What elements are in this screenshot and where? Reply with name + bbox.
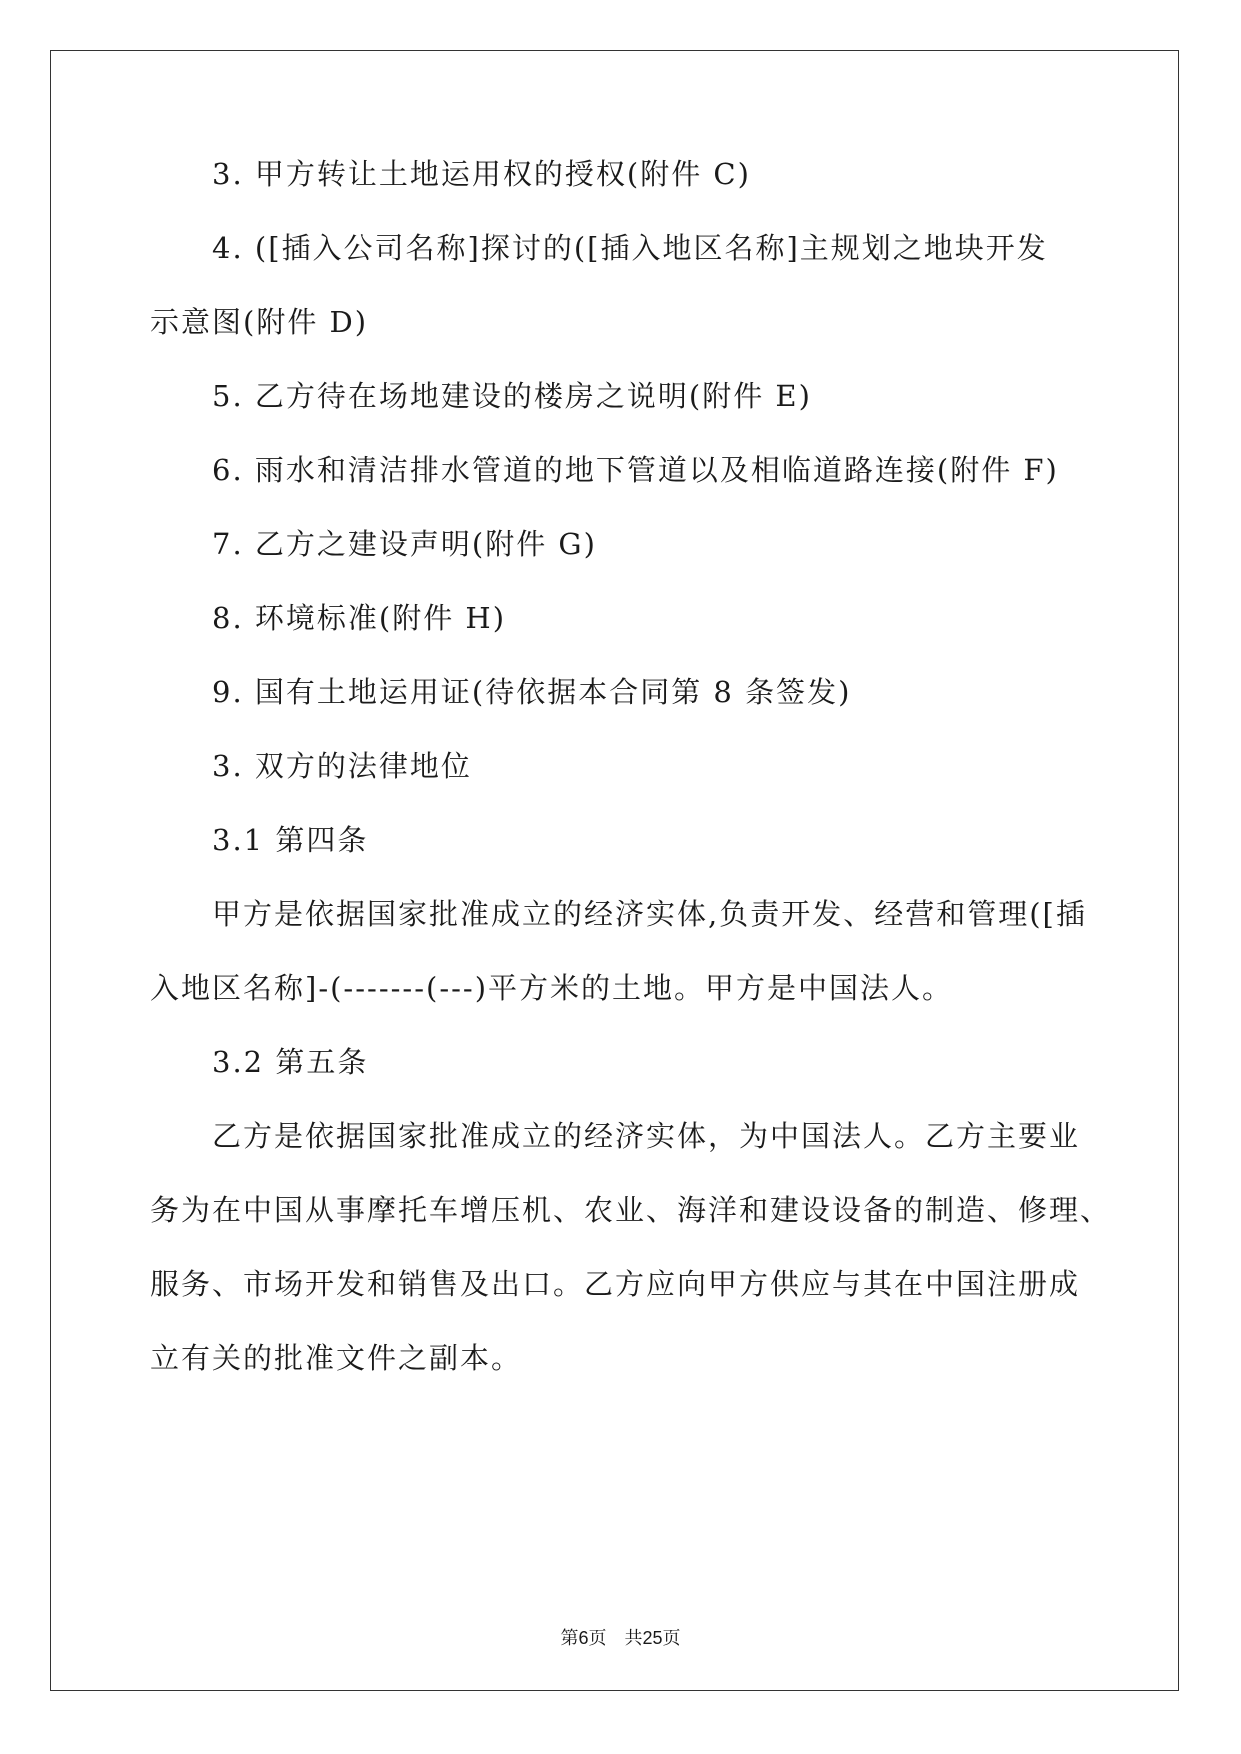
page-footer	[0, 1624, 1241, 1650]
list-item-6: 6. 雨水和清洁排水管道的地下管道以及相临道路连接(附件 F)	[212, 453, 1059, 487]
list-item-4-cont: 示意图(附件 D)	[150, 305, 369, 339]
page-border	[50, 50, 1179, 1691]
list-item-9: 9. 国有土地运用证(待依据本合同第 8 条签发)	[212, 675, 852, 709]
list-item-8: 8. 环境标准(附件 H)	[212, 601, 507, 635]
list-item-4: 4. ([插入公司名称]探讨的([插入地区名称]主规划之地块开发	[212, 231, 1048, 265]
total-suffix: 页	[662, 1628, 681, 1649]
page-number: 6	[578, 1628, 589, 1648]
paragraph-line: 乙方是依据国家批准成立的经济实体，为中国法人。乙方主要业	[212, 1119, 1081, 1153]
paragraph-line: 甲方是依据国家批准成立的经济实体,负责开发、经营和管理([插	[212, 897, 1087, 931]
total-pages: 25	[642, 1628, 663, 1648]
paragraph-line: 立有关的批准文件之副本。	[150, 1341, 523, 1375]
paragraph-line: 服务、市场开发和销售及出口。乙方应向甲方供应与其在中国注册成	[150, 1267, 1081, 1301]
article-heading-3-2: 3.2 第五条	[212, 1045, 369, 1079]
article-heading-3-1: 3.1 第四条	[212, 823, 369, 857]
list-item-7: 7. 乙方之建设声明(附件 G)	[212, 527, 597, 561]
section-heading-3: 3. 双方的法律地位	[212, 749, 472, 783]
page-prefix: 第	[560, 1628, 579, 1649]
paragraph-line: 入地区名称]-(-------(---)平方米的土地。甲方是中国法人。	[150, 971, 954, 1005]
list-item-3: 3. 甲方转让土地运用权的授权(附件 C)	[212, 157, 751, 191]
total-prefix: 共	[624, 1628, 643, 1649]
list-item-5: 5. 乙方待在场地建设的楼房之说明(附件 E)	[212, 379, 812, 413]
page-suffix: 页	[588, 1628, 607, 1649]
paragraph-line: 务为在中国从事摩托车增压机、农业、海洋和建设设备的制造、修理、	[150, 1193, 1112, 1227]
